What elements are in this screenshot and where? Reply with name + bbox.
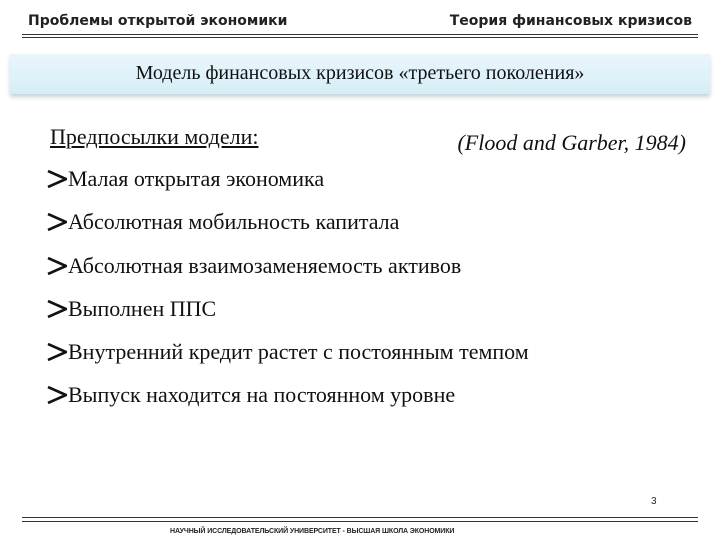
list-item [47,253,461,279]
list-item [47,296,216,322]
arrow-right-icon [47,257,67,275]
arrow-right-icon [47,170,67,188]
slide-title: Модель финансовых кризисов «третьего поколения» [135,62,585,84]
header-rule [22,34,698,35]
header-topic-title: Теория финансовых кризисов [449,13,692,29]
list-item [47,209,399,235]
bullet-text: Выпуск находится на постоянном уровне [68,382,456,407]
list-item [47,382,455,408]
bullet-text: Малая открытая экономика [68,166,325,191]
header-course-title: Проблемы открытой экономики [28,13,288,29]
list-item [47,166,324,192]
footer-rule [22,521,698,522]
page-number: 3 [651,496,657,507]
citation: (Flood and Garber, 1984) [457,130,686,155]
footer-rule [22,517,698,518]
bullet-text: Внутренний кредит растет с постоянным темпом [68,339,529,364]
arrow-right-icon [47,300,67,318]
bullet-text: Выполнен ППС [68,296,217,321]
bullet-text: Абсолютная взаимозаменяемость активов [68,253,462,278]
list-item [47,339,529,365]
premises-label: Предпосылки модели: [50,124,259,149]
bullet-text: Абсолютная мобильность капитала [68,209,400,234]
arrow-right-icon [47,386,67,404]
header-rule [22,37,698,38]
arrow-right-icon [47,213,67,231]
arrow-right-icon [47,343,67,361]
footer-institution: НАУЧНЫЙ ИССЛЕДОВАТЕЛЬСКИЙ УНИВЕРСИТЕТ - ВЫСШАЯ ШКОЛА ЭКОНОМИКИ [170,528,455,535]
